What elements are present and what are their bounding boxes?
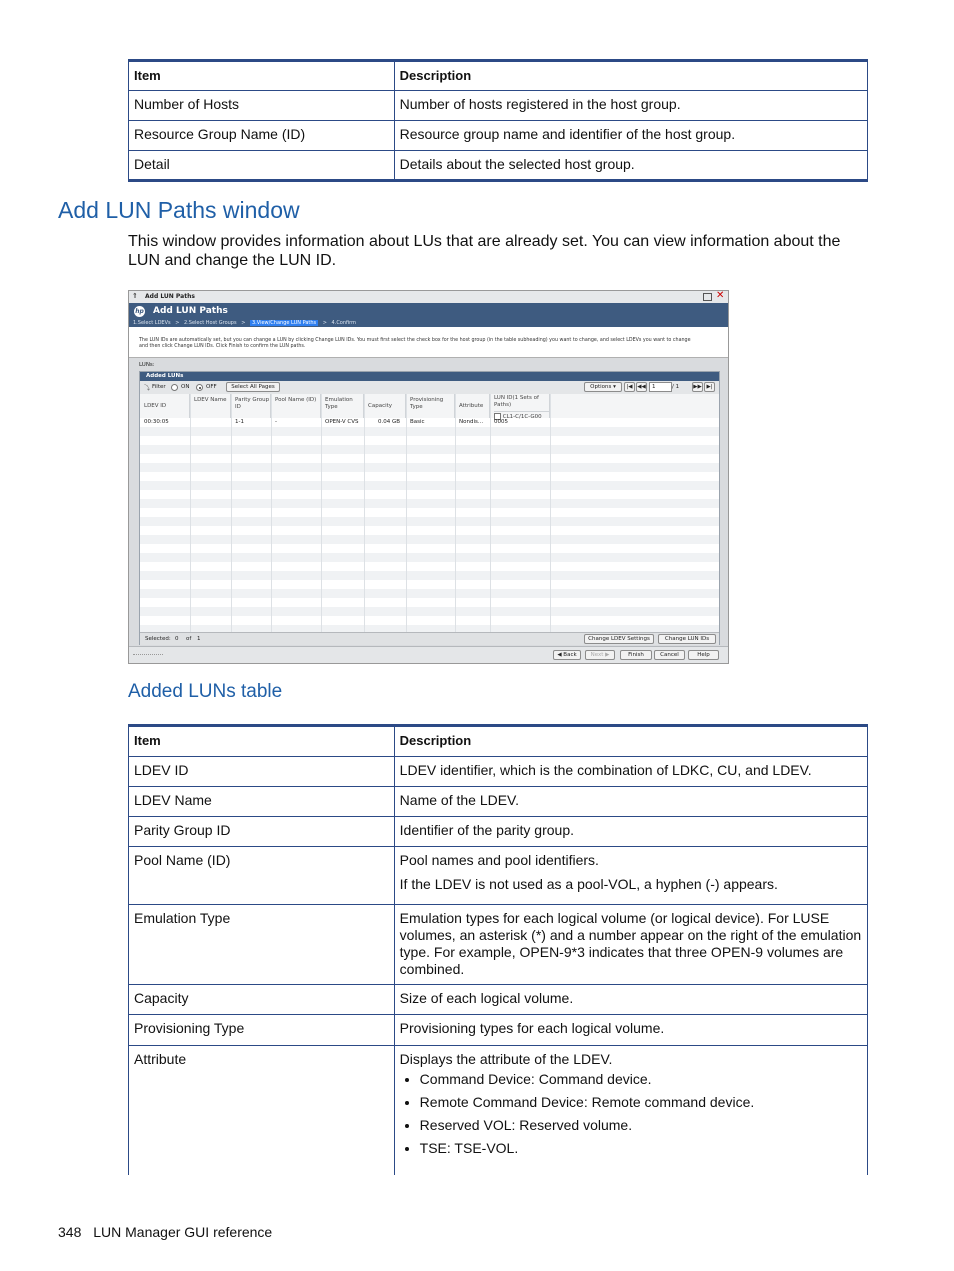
- col-emulation-type[interactable]: Emulation Type: [321, 394, 364, 418]
- wizard-steps: [133, 320, 356, 326]
- col-ldev-name[interactable]: LDEV Name: [190, 394, 231, 418]
- footer-section-name: LUN Manager GUI reference: [93, 1224, 273, 1240]
- table-cell-description: Identifier of the parity group.: [394, 817, 867, 847]
- step-2: 2.Select Host Groups: [184, 320, 237, 326]
- grid-row: [140, 526, 719, 535]
- selected-of: of: [186, 636, 192, 642]
- options-label: Options: [590, 384, 612, 390]
- grid-row: [140, 535, 719, 544]
- grid-column-divider: [231, 394, 232, 632]
- table-row: [129, 985, 868, 1015]
- table-cell-description: Details about the selected host group.: [394, 151, 867, 181]
- cell-provisioning: Basic: [410, 419, 425, 425]
- list-item: • Remote Command Device: Remote command device.: [420, 1094, 862, 1110]
- cell-ldev-id[interactable]: 00:30:05: [144, 419, 169, 425]
- select-all-pages-button[interactable]: Select All Pages: [226, 382, 280, 392]
- table-header-description: Description: [394, 61, 867, 91]
- grid-column-divider: [321, 394, 322, 632]
- filter-on-radio[interactable]: [171, 384, 178, 391]
- page-number: 348: [58, 1224, 82, 1240]
- table-row: [129, 121, 868, 151]
- table-cell-item: Number of Hosts: [129, 91, 395, 121]
- step-sep: >: [241, 320, 246, 326]
- grid-column-divider: [455, 394, 456, 632]
- grid-row: [140, 598, 719, 607]
- table-row: [129, 1046, 868, 1175]
- filter-off-label: OFF: [206, 384, 217, 390]
- wizard-button-bar: [129, 646, 728, 664]
- lun-subheader-label: CL1-C/1C-G00: [502, 414, 542, 420]
- cell-capacity: 0.04 GB: [377, 419, 400, 425]
- subsection-title: Added LUNs table: [128, 681, 283, 702]
- step-4: 4.Confirm: [331, 320, 357, 326]
- next-page-button[interactable]: ▶▶: [693, 384, 702, 390]
- panel-header: [140, 372, 719, 381]
- grid-row: [140, 580, 719, 589]
- selected-label: Selected:: [145, 636, 171, 642]
- grid-row: [140, 607, 719, 616]
- cell-emulation: OPEN-V CVS: [325, 419, 359, 425]
- step-1: 1.Select LDEVs: [133, 320, 171, 326]
- grid-row: [140, 544, 719, 553]
- table-cell-item: Emulation Type: [129, 905, 395, 985]
- table-header-item: Item: [129, 726, 395, 757]
- col-provisioning-type[interactable]: Provisioning Type: [406, 394, 455, 418]
- grid-row: [140, 508, 719, 517]
- cell-pool-name: -: [275, 419, 277, 425]
- table-cell-description: Number of hosts registered in the host group.: [394, 91, 867, 121]
- cancel-button[interactable]: Cancel: [654, 650, 685, 660]
- table-cell-description: [394, 1046, 867, 1175]
- step-sep: >: [175, 320, 180, 326]
- table-row: [129, 847, 868, 905]
- cell-ldev-name: [190, 418, 231, 427]
- table-cell-description: LDEV identifier, which is the combination of LDKC, CU, and LDEV.: [394, 757, 867, 787]
- grid-row: [140, 436, 719, 445]
- table-cell-description: Size of each logical volume.: [394, 985, 867, 1015]
- filter-on-label: ON: [181, 384, 190, 390]
- step-3-current: 3.View/Change LUN Paths: [251, 320, 317, 326]
- dropdown-arrow-icon: ▾: [613, 384, 616, 390]
- col-ldev-id[interactable]: LDEV ID: [140, 394, 190, 418]
- section-intro: This window provides information about LUs that are already set. You can view information about the LUN and change the LUN ID.: [128, 233, 841, 269]
- wizard-banner: [129, 303, 728, 327]
- panel-footer: [140, 632, 719, 645]
- page-total: / 1: [672, 384, 680, 390]
- collapse-icon[interactable]: ⇑: [132, 292, 138, 300]
- table-row: [129, 757, 868, 787]
- grid-row: [140, 454, 719, 463]
- table-cell-item: Provisioning Type: [129, 1015, 395, 1046]
- back-button[interactable]: ◀ Back: [553, 650, 581, 660]
- table-cell-item: Resource Group Name (ID): [129, 121, 395, 151]
- table-cell-description: [394, 847, 867, 905]
- table-row: [129, 151, 868, 181]
- finish-button[interactable]: Finish: [620, 650, 652, 660]
- attribute-list: [400, 1071, 862, 1156]
- luns-label: LUNs:: [139, 362, 155, 368]
- table-cell-item: Detail: [129, 151, 395, 181]
- table-cell-item: Capacity: [129, 985, 395, 1015]
- grid-row: [140, 463, 719, 472]
- first-page-button[interactable]: |◀: [624, 382, 635, 392]
- grid-column-divider: [550, 394, 551, 632]
- added-luns-grid: [140, 394, 719, 632]
- maximize-icon[interactable]: [703, 293, 712, 301]
- grid-row: [140, 517, 719, 526]
- grid-row: [140, 571, 719, 580]
- last-page-button[interactable]: ▶|: [704, 382, 715, 392]
- table-cell-description: Name of the LDEV.: [394, 787, 867, 817]
- window-title: Add LUN Paths: [145, 293, 195, 300]
- next-button[interactable]: Next ▶: [585, 650, 615, 660]
- added-luns-panel: [139, 371, 720, 645]
- section-title: Add LUN Paths window: [58, 197, 300, 223]
- cell-lun-id[interactable]: 0005: [494, 419, 508, 425]
- options-button[interactable]: [584, 382, 622, 392]
- added-luns-table: [128, 724, 868, 1175]
- table-cell-item: Pool Name (ID): [129, 847, 395, 905]
- wizard-description: [129, 327, 728, 358]
- table-header-description: Description: [394, 726, 867, 757]
- grid-row: [140, 427, 719, 436]
- lun-id-header-label: LUN ID(1 Sets of Paths): [494, 395, 539, 408]
- table-row: [129, 905, 868, 985]
- grid-row: [140, 553, 719, 562]
- grid-row: [140, 562, 719, 571]
- filter-label: Filter: [152, 384, 166, 390]
- table-cell-item: Attribute: [129, 1046, 395, 1175]
- change-ldev-settings-button[interactable]: Change LDEV Settings: [584, 634, 654, 644]
- filter-off-radio[interactable]: [196, 384, 203, 391]
- grid-column-divider: [190, 394, 191, 632]
- col-attribute[interactable]: Attribute: [455, 394, 490, 418]
- grid-column-divider: [490, 394, 491, 632]
- grid-row: [140, 499, 719, 508]
- table-row: [129, 91, 868, 121]
- table-row: [129, 817, 868, 847]
- selected-total: 1: [197, 636, 201, 642]
- col-lun-id[interactable]: [490, 394, 550, 418]
- grid-row: [140, 490, 719, 499]
- table-header-item: Item: [129, 61, 395, 91]
- host-group-table: [128, 59, 868, 182]
- col-filler: [550, 394, 719, 418]
- cell-attribute: Nondis...: [459, 419, 484, 425]
- grid-row: [140, 472, 719, 481]
- hp-logo: hp: [135, 308, 144, 315]
- table-cell-item: LDEV ID: [129, 757, 395, 787]
- grid-column-divider: [406, 394, 407, 632]
- grid-column-divider: [271, 394, 272, 632]
- table-cell-description: Resource group name and identifier of the host group.: [394, 121, 867, 151]
- bottom-bar-grip: [133, 654, 163, 655]
- cell-parity-group: 1-1: [235, 419, 244, 425]
- grid-row: [140, 481, 719, 490]
- list-item: • TSE: TSE-VOL.: [420, 1140, 862, 1156]
- step-sep: >: [322, 320, 327, 326]
- filter-icon: ⤵: [144, 385, 151, 392]
- description-paragraph: Pool names and pool identifiers.: [399, 852, 599, 868]
- col-parity-group-id[interactable]: Parity Group ID: [231, 394, 271, 418]
- description-text: The LUN IDs are automatically set, but you can change a LUN by clicking Change LUN IDs. You must first select the check box for the host group (in the table subheading) you want to change, and select LDEVs you want to change and then click Change LUN IDs. Click Finish to confirm the LUN paths.: [139, 338, 691, 349]
- panel-title: Added LUNs: [146, 373, 184, 379]
- prev-page-button[interactable]: ◀◀: [637, 384, 646, 390]
- description-paragraph: If the LDEV is not used as a pool-VOL, a hyphen (-) appears.: [399, 876, 778, 892]
- table-cell-item: Parity Group ID: [129, 817, 395, 847]
- table-row: [129, 787, 868, 817]
- description-paragraph: Displays the attribute of the LDEV.: [399, 1051, 613, 1067]
- add-lun-paths-screenshot: [128, 290, 729, 664]
- table-cell-description: Emulation types for each logical volume (or logical device). For LUSE volumes, an asterisk (*) and a number appear on the right of the emulation type. For example, OPEN-9*3 indicates that three OPEN-9 volumes are combined.: [394, 905, 867, 985]
- table-cell-item: LDEV Name: [129, 787, 395, 817]
- close-icon[interactable]: ✕: [716, 290, 725, 301]
- grid-row: [140, 616, 719, 625]
- grid-column-divider: [364, 394, 365, 632]
- selected-count: 0: [175, 636, 179, 642]
- table-cell-description: Provisioning types for each logical volume.: [394, 1015, 867, 1046]
- help-button[interactable]: Help: [688, 650, 719, 660]
- col-capacity[interactable]: Capacity: [364, 394, 406, 418]
- col-pool-name[interactable]: Pool Name (ID): [271, 394, 321, 418]
- list-item: • Command Device: Command device.: [420, 1071, 862, 1087]
- table-row: [129, 1015, 868, 1046]
- grid-row: [140, 589, 719, 598]
- banner-title: Add LUN Paths: [153, 306, 228, 316]
- page-number-input[interactable]: 1: [649, 382, 672, 392]
- table-toolbar: [140, 381, 719, 395]
- change-lun-ids-button[interactable]: Change LUN IDs: [658, 634, 716, 644]
- grid-row: [140, 445, 719, 454]
- list-item: • Reserved VOL: Reserved volume.: [420, 1117, 862, 1133]
- page-footer: [58, 1224, 272, 1240]
